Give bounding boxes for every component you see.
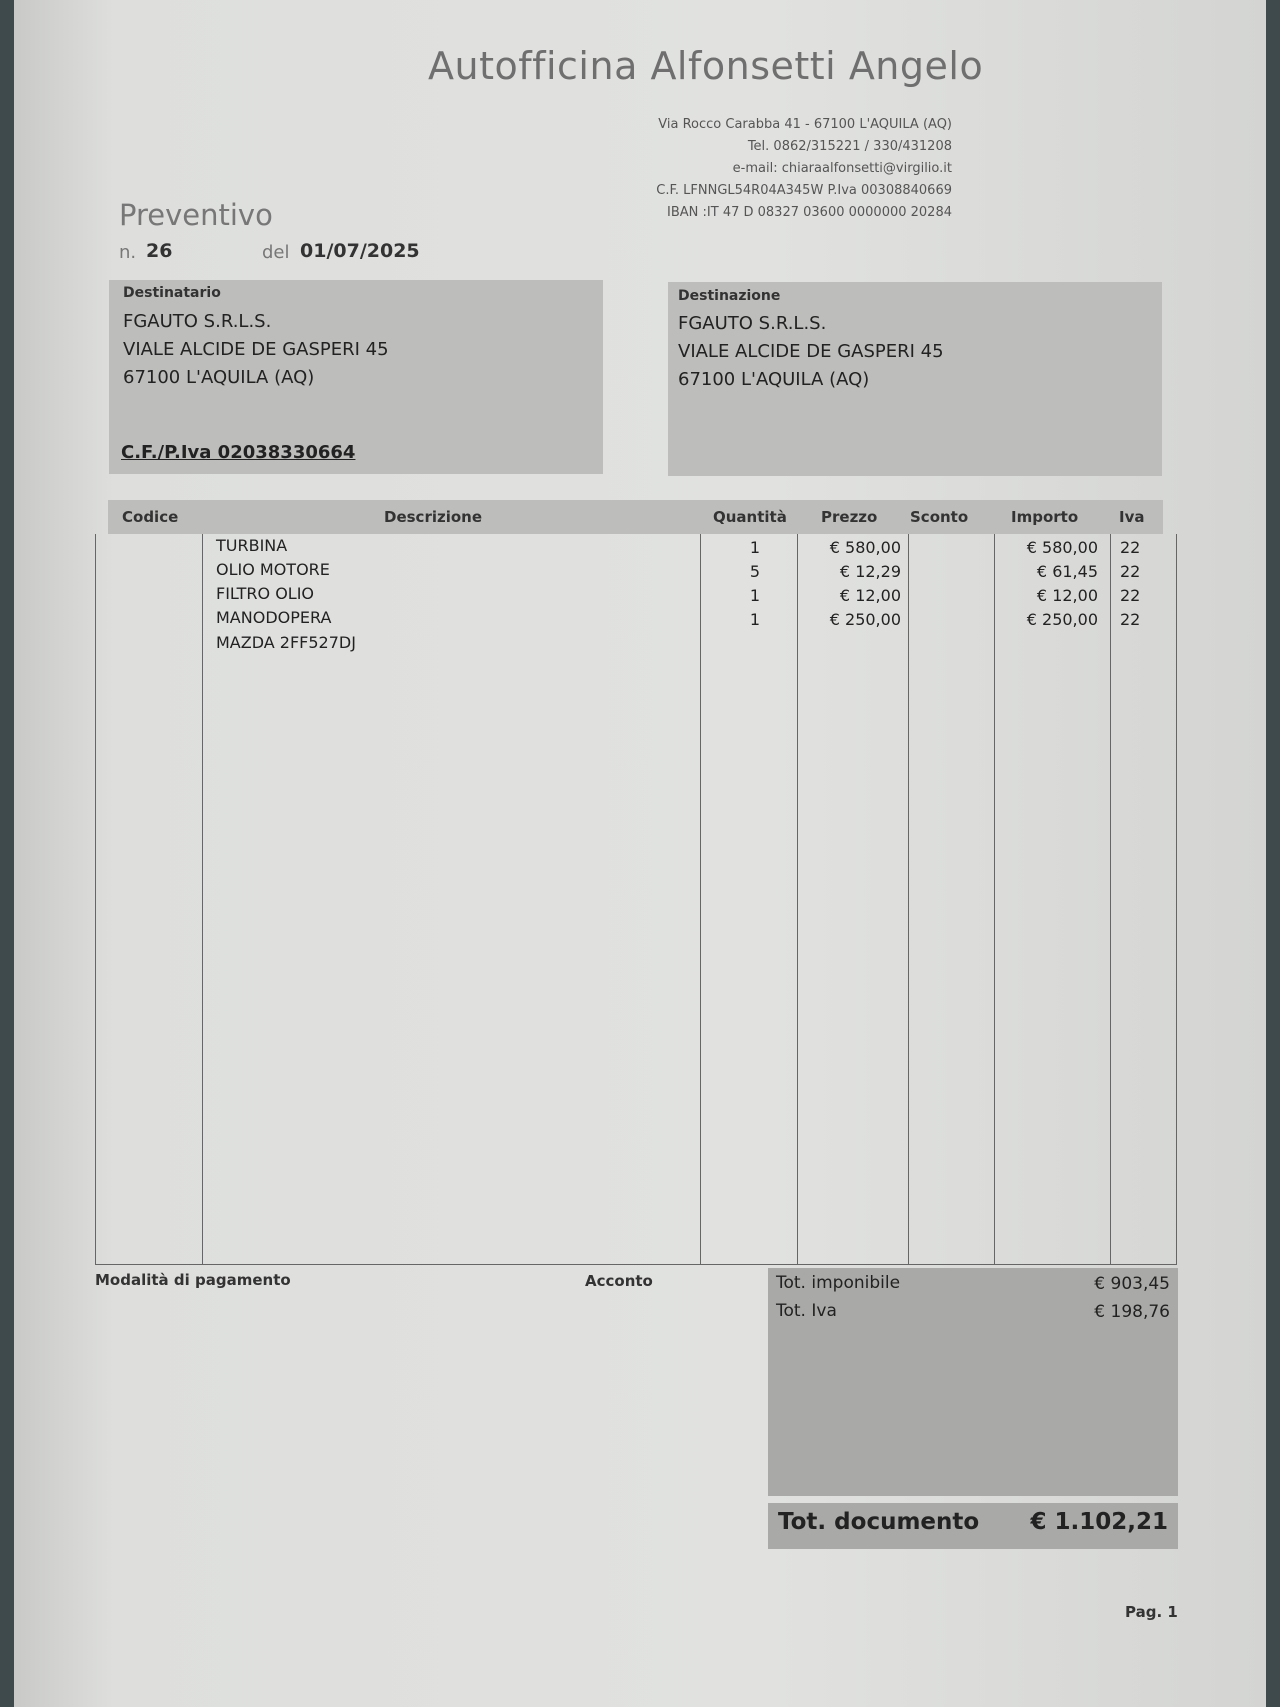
recipient-city: 67100 L'AQUILA (AQ) [123, 367, 315, 388]
recipient-street: VIALE ALCIDE DE GASPERI 45 [123, 339, 389, 360]
company-address: Via Rocco Carabba 41 - 67100 L'AQUILA (AQ) [658, 117, 952, 132]
company-iban: IBAN :IT 47 D 08327 03600 0000000 20284 [667, 205, 952, 220]
payment-label: Modalità di pagamento [95, 1271, 291, 1289]
document-total-value: € 1.102,21 [1030, 1509, 1168, 1535]
column-divider [202, 534, 203, 1264]
row-vat: 22 [1120, 562, 1141, 581]
document-type: Preventivo [119, 198, 273, 232]
recipient-title: Destinatario [123, 285, 221, 301]
row-price: € 12,29 [839, 562, 901, 581]
number-label: n. [119, 242, 137, 263]
company-tax: C.F. LFNNGL54R04A345W P.Iva 00308840669 [656, 183, 952, 198]
destination-name: FGAUTO S.R.L.S. [678, 313, 827, 334]
row-vat: 22 [1120, 538, 1141, 557]
row-quantity: 1 [749, 610, 760, 629]
table-header [108, 500, 1163, 534]
header-description: Descrizione [384, 508, 483, 526]
table-border-left [95, 534, 96, 1264]
row-description: OLIO MOTORE [216, 560, 330, 579]
row-amount: € 580,00 [1026, 538, 1098, 557]
header-vat: Iva [1119, 508, 1145, 526]
company-phone: Tel. 0862/315221 / 330/431208 [747, 139, 952, 154]
document-date: 01/07/2025 [300, 240, 420, 262]
page-number: Pag. 1 [1125, 1603, 1178, 1621]
destination-address [678, 310, 944, 394]
row-description: FILTRO OLIO [216, 584, 315, 603]
header-amount: Importo [1011, 508, 1079, 526]
row-description: MAZDA 2FF527DJ [216, 633, 356, 652]
header-quantity: Quantità [713, 508, 787, 526]
row-amount: € 250,00 [1026, 610, 1098, 629]
table-border-bottom [95, 1264, 1177, 1265]
header-price: Prezzo [821, 508, 878, 526]
row-price: € 12,00 [839, 586, 901, 605]
row-vat: 22 [1120, 586, 1141, 605]
company-name: Autofficina Alfonsetti Angelo [428, 44, 984, 88]
column-divider [700, 534, 701, 1264]
header-discount: Sconto [910, 508, 969, 526]
company-email: e-mail: chiaraalfonsetti@virgilio.it [732, 161, 952, 176]
column-divider [797, 534, 798, 1264]
row-price: € 580,00 [829, 538, 901, 557]
column-divider [908, 534, 909, 1264]
row-quantity: 1 [749, 586, 760, 605]
table-border-right [1176, 534, 1177, 1264]
destination-title: Destinazione [678, 288, 781, 304]
row-vat: 22 [1120, 610, 1141, 629]
row-price: € 250,00 [829, 610, 901, 629]
document-total-label: Tot. documento [778, 1509, 980, 1535]
company-info [560, 114, 952, 224]
taxable-label: Tot. imponibile [776, 1273, 901, 1293]
row-description: TURBINA [216, 536, 288, 555]
vat-total-value: € 198,76 [1094, 1302, 1170, 1322]
row-description: MANODOPERA [216, 608, 332, 627]
destination-street: VIALE ALCIDE DE GASPERI 45 [678, 341, 944, 362]
header-code: Codice [122, 508, 179, 526]
taxable-value: € 903,45 [1094, 1274, 1170, 1294]
recipient-vat: C.F./P.Iva 02038330664 [121, 442, 356, 463]
row-quantity: 5 [749, 562, 760, 581]
row-amount: € 12,00 [1036, 586, 1098, 605]
column-divider [1110, 534, 1111, 1264]
row-quantity: 1 [749, 538, 760, 557]
destination-city: 67100 L'AQUILA (AQ) [678, 369, 870, 390]
deposit-label: Acconto [585, 1272, 653, 1290]
document-number: 26 [146, 240, 173, 262]
recipient-address [123, 308, 389, 392]
date-label: del [262, 242, 290, 263]
row-amount: € 61,45 [1036, 562, 1098, 581]
recipient-name: FGAUTO S.R.L.S. [123, 311, 272, 332]
vat-total-label: Tot. Iva [776, 1301, 837, 1321]
column-divider [994, 534, 995, 1264]
